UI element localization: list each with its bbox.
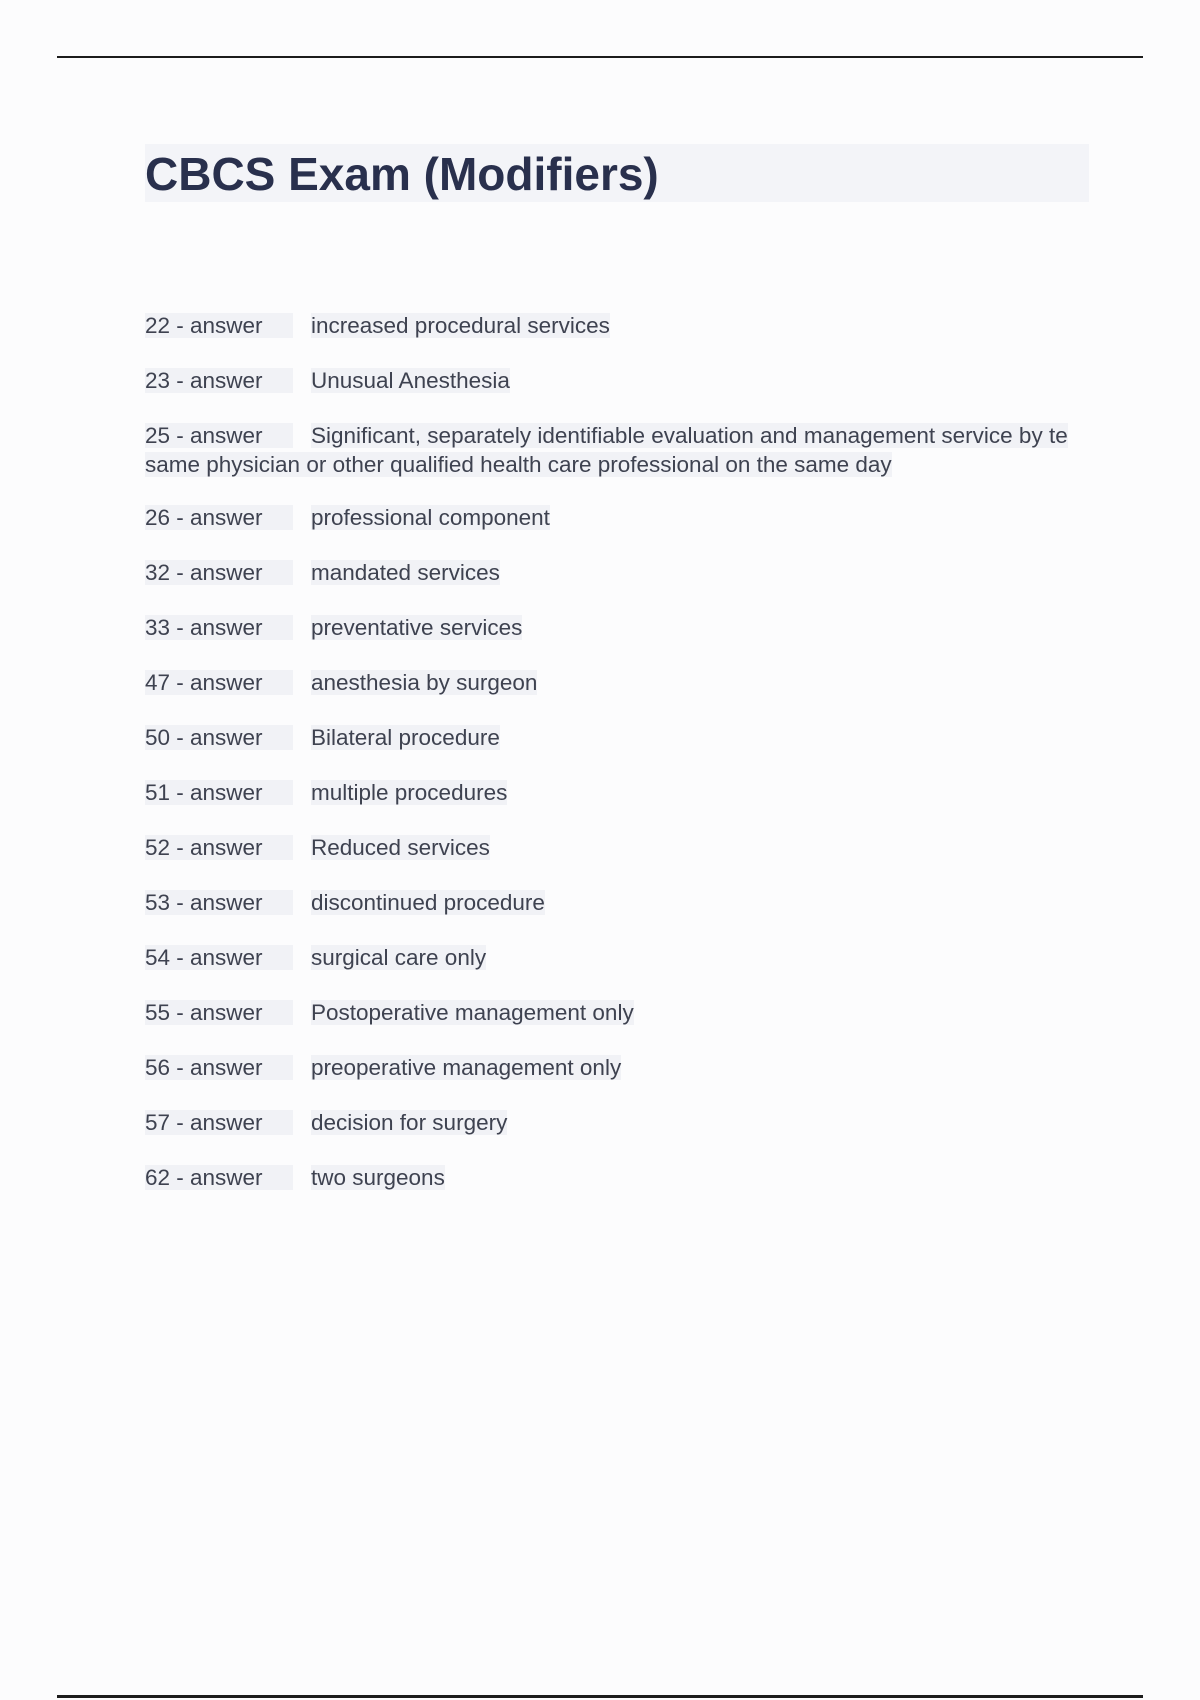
qa-definition: Unusual Anesthesia — [311, 368, 510, 393]
qa-item — [145, 1108, 1090, 1137]
qa-definition: decision for surgery — [311, 1110, 508, 1135]
top-rule — [57, 56, 1143, 58]
qa-item — [145, 1163, 1090, 1192]
bottom-rule — [57, 1695, 1143, 1698]
qa-term: 33 - answer — [145, 615, 293, 640]
qa-definition: multiple procedures — [311, 780, 508, 805]
qa-item — [145, 421, 1090, 479]
qa-definition: Postoperative management only — [311, 1000, 634, 1025]
qa-definition: Reduced services — [311, 835, 490, 860]
qa-item — [145, 723, 1090, 752]
qa-definition: Significant, separately identifiable evaluation and management service by te same physician or other qualified health care professional on the same day — [145, 423, 1068, 477]
qa-definition: increased procedural services — [311, 313, 610, 338]
qa-item — [145, 558, 1090, 587]
qa-item — [145, 888, 1090, 917]
qa-term: 23 - answer — [145, 368, 293, 393]
qa-term: 62 - answer — [145, 1165, 293, 1190]
qa-term: 52 - answer — [145, 835, 293, 860]
qa-definition: professional component — [311, 505, 550, 530]
qa-definition: discontinued procedure — [311, 890, 545, 915]
qa-item — [145, 668, 1090, 697]
qa-definition: Bilateral procedure — [311, 725, 500, 750]
qa-term: 54 - answer — [145, 945, 293, 970]
qa-item — [145, 1053, 1090, 1082]
qa-item — [145, 613, 1090, 642]
qa-term: 25 - answer — [145, 423, 293, 448]
qa-term: 53 - answer — [145, 890, 293, 915]
qa-term: 26 - answer — [145, 505, 293, 530]
qa-item — [145, 503, 1090, 532]
qa-definition: two surgeons — [311, 1165, 445, 1190]
qa-term: 32 - answer — [145, 560, 293, 585]
qa-term: 22 - answer — [145, 313, 293, 338]
qa-item — [145, 833, 1090, 862]
qa-term: 57 - answer — [145, 1110, 293, 1135]
page-title: CBCS Exam (Modifiers) — [145, 148, 659, 200]
qa-term: 56 - answer — [145, 1055, 293, 1080]
qa-definition: anesthesia by surgeon — [311, 670, 538, 695]
qa-list — [145, 311, 1090, 1218]
qa-item — [145, 943, 1090, 972]
qa-item — [145, 311, 1090, 340]
qa-item — [145, 778, 1090, 807]
qa-item — [145, 366, 1090, 395]
qa-definition: preventative services — [311, 615, 523, 640]
qa-definition: surgical care only — [311, 945, 487, 970]
qa-term: 50 - answer — [145, 725, 293, 750]
qa-item — [145, 998, 1090, 1027]
qa-term: 47 - answer — [145, 670, 293, 695]
qa-term: 51 - answer — [145, 780, 293, 805]
qa-definition: preoperative management only — [311, 1055, 622, 1080]
qa-term: 55 - answer — [145, 1000, 293, 1025]
qa-definition: mandated services — [311, 560, 500, 585]
